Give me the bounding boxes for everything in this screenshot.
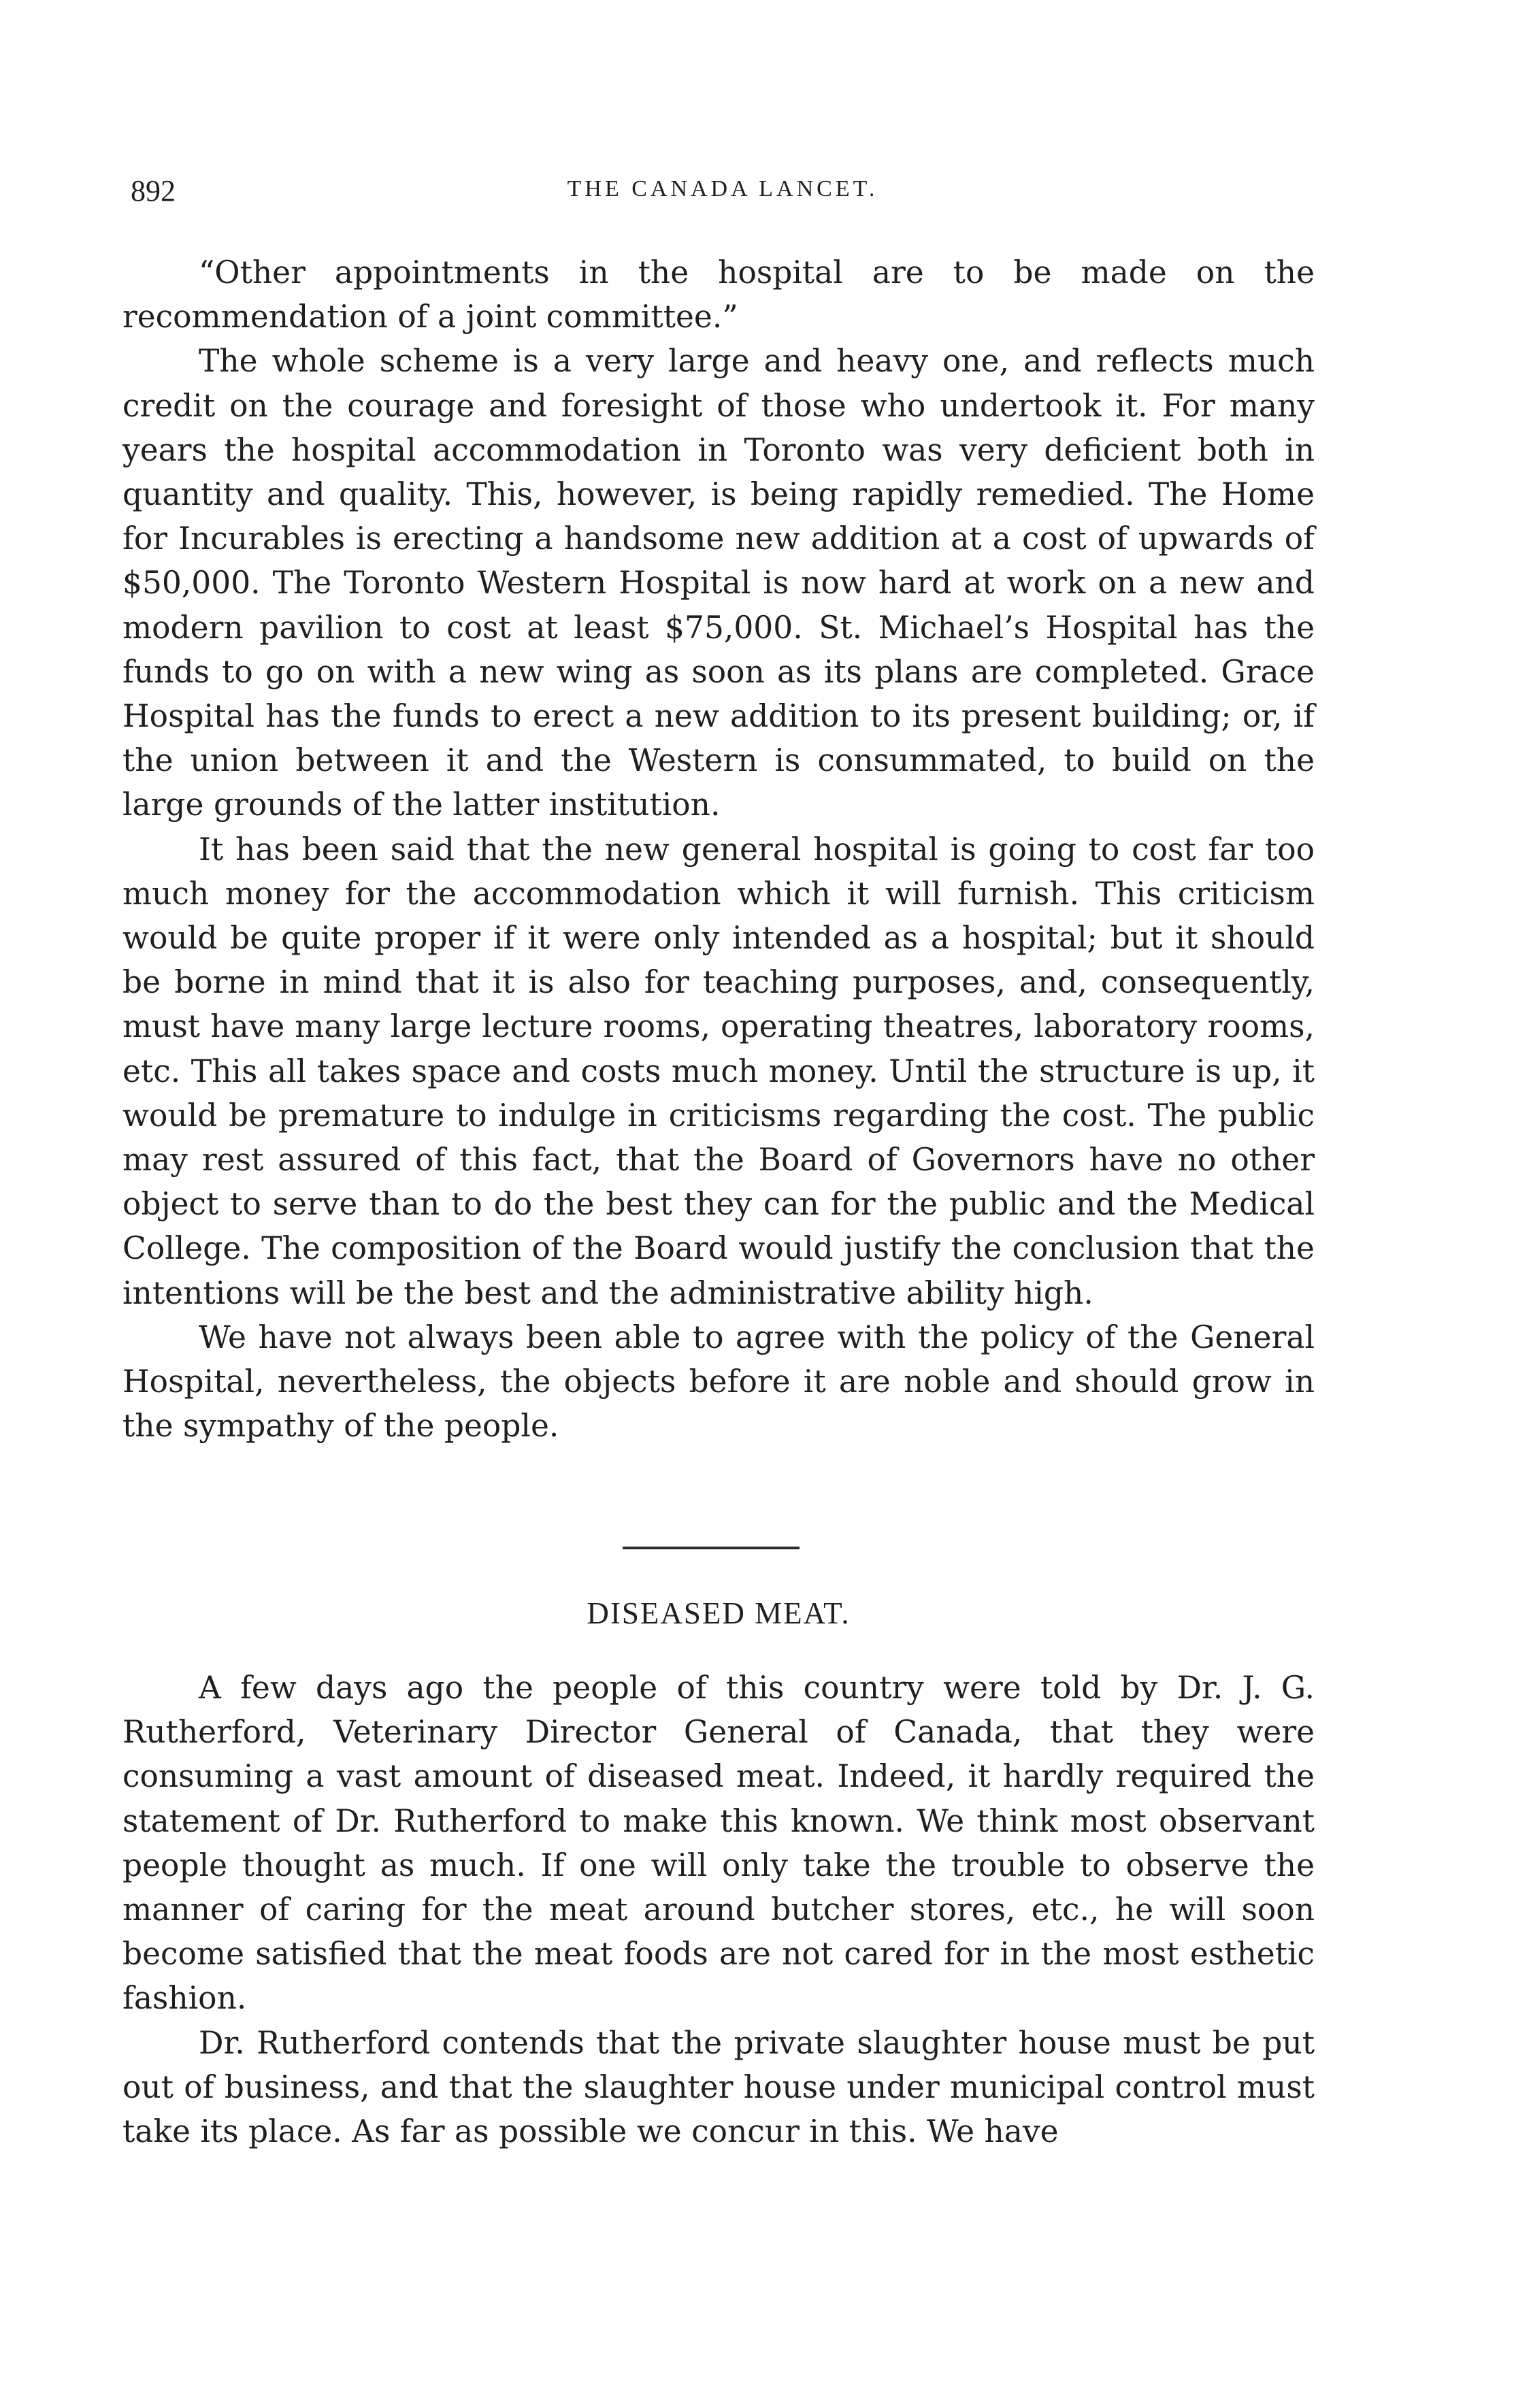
running-head: THE CANADA LANCET.	[567, 176, 878, 201]
page-number: 892	[131, 174, 176, 208]
paragraph: “Other appointments in the hospital are to be made on the recommendation of a joint committee.”	[122, 254, 1315, 335]
page-header	[131, 174, 1315, 214]
paragraph: The whole scheme is a very large and heavy one, and reflects much credit on the courage and foresight of those who undertook it. For many years the hospital accommodation in Toronto was very deficient both in quantity and quality. This, however, is being rapidly remedied. The Home for Incurables is erecting a handsome new addition at a cost of upwards of $50,000. The Toronto Western Hospital is now hard at work on a new and modern pavilion to cost at least $75,000. St. Michael’s Hospital has the funds to go on with a new wing as soon as its plans are completed. Grace Hospital has the funds to erect a new addition to its present building; or, if the union between it and the Western is consummated, to build on the large grounds of the latter institution.	[122, 343, 1315, 823]
section-divider	[623, 1547, 800, 1549]
hospital-article-body	[122, 250, 1315, 1448]
paragraph: Dr. Rutherford contends that the private slaughter house must be put out of business, and that the slaughter house under municipal control must take its place. As far as possible we concur in this. We have	[122, 2024, 1315, 2150]
paragraph: We have not always been able to agree with the policy of the General Hospital, nevertheless, the objects before it are noble and should grow in the sympathy of the people.	[122, 1319, 1315, 1445]
paragraph: A few days ago the people of this country were told by Dr. J. G. Rutherford, Veterinary Director General of Canada, that they were consuming a vast amount of diseased meat. Indeed, it hardly required the statement of Dr. Rutherford to make this known. We think most observant people thought as much. If one will only take the trouble to observe the manner of caring for the meat around butcher stores, etc., he will soon become satisfied that the meat foods are not cared for in the most esthetic fashion.	[122, 1670, 1315, 2017]
diseased-meat-article-body	[122, 1666, 1315, 2154]
paragraph: It has been said that the new general hospital is going to cost far too much money for the accommodation which it will furnish. This criticism would be quite proper if it were only intended as a hospital; but it should be borne in mind that it is also for teaching purposes, and, consequently, must have many large lecture rooms, operating theatres, laboratory rooms, etc. This all takes space and costs much money. Until the structure is up, it would be premature to indulge in criticisms regarding the cost. The public may rest assured of this fact, that the Board of Governors have no other object to serve than to do the best they can for the public and the Medical College. The composition of the Board would justify the conclusion that the intentions will be the best and the administrative ability high.	[122, 831, 1315, 1311]
section-title: DISEASED MEAT.	[587, 1596, 851, 1630]
